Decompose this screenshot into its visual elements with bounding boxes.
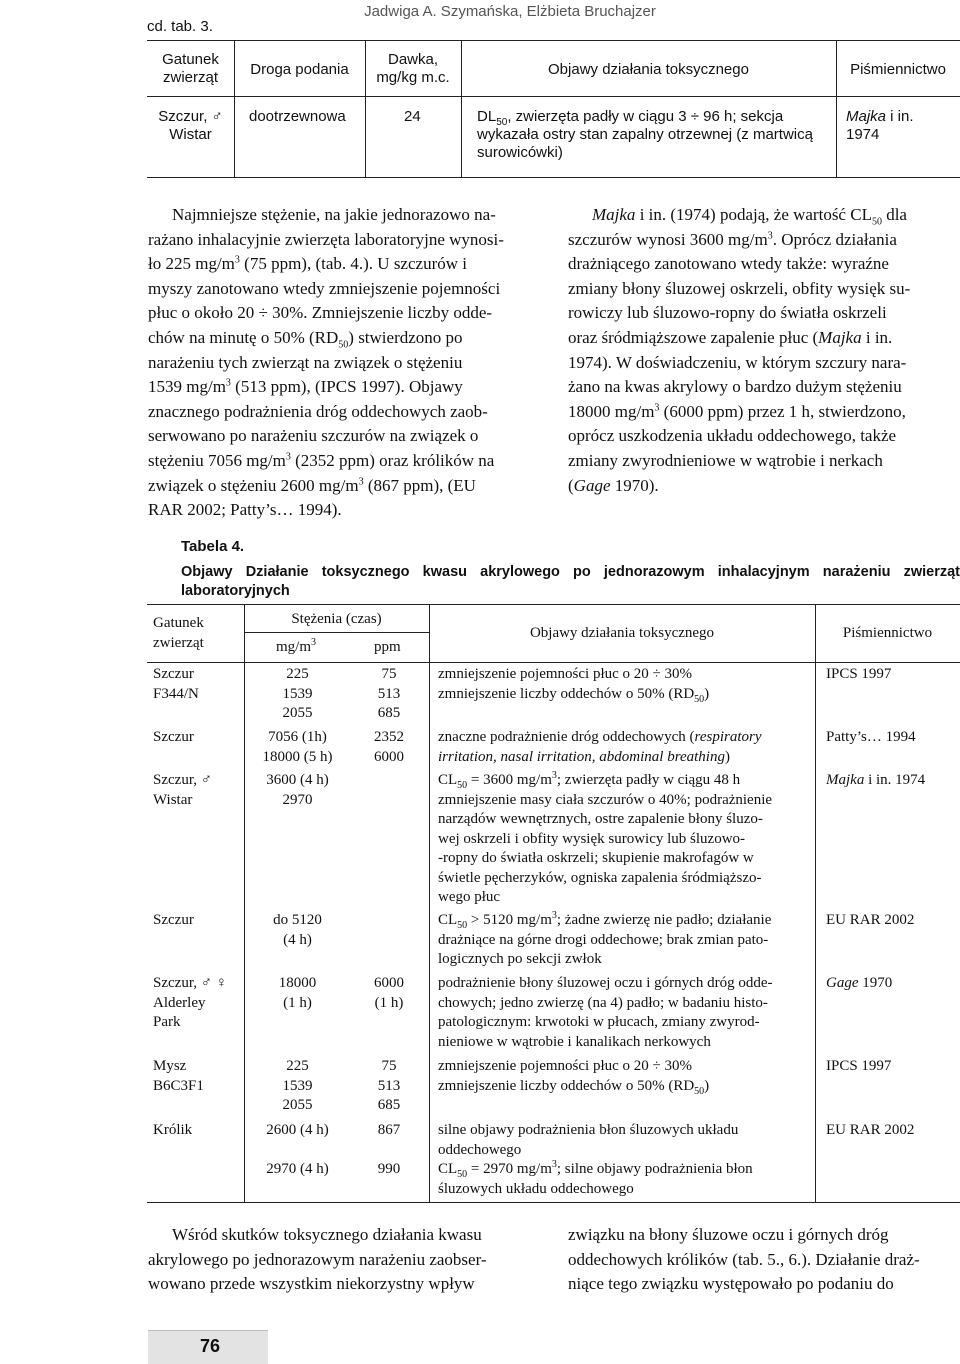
row-species: Szczur, ♂ Wistar xyxy=(153,772,212,808)
row-mg: 2600 (4 h) 2970 (4 h) xyxy=(266,1122,329,1177)
row-ppm: 75 513 685 xyxy=(377,666,401,721)
row-route: dootrzewnowa xyxy=(249,108,346,125)
row-mg: 225 1539 2055 xyxy=(282,1058,313,1113)
header-dose: Dawka, mg/kg m.c. xyxy=(376,51,450,86)
row-effects: $DL_{50}$, zwierzęta padły w ciągu 3 ÷ 96 h; sekcja wykazała ostry stan zapalny otrzewnej (z martwicą surowicówki) xyxy=(477,108,813,161)
row-species: Szczur F344/N xyxy=(153,666,199,702)
table-4-label: Tabela 4. xyxy=(181,538,245,555)
header-route: Droga podania xyxy=(250,61,349,78)
table-4-title: Objawy Działanie toksycznego kwasu akrylowego po jednorazowym inhalacyjnym narażeniu zwierząt laboratoryjnych xyxy=(181,564,960,599)
row-mg: 3600 (4 h) 2970 xyxy=(266,772,329,808)
row-mg: do 5120 (4 h) xyxy=(273,912,322,948)
row-effects: zmniejszenie pojemności płuc o 20 ÷ 30% zmniejszenie liczby oddechów o 50% $(RD_{50})$ xyxy=(438,666,710,705)
header-species: Gatunek zwierząt xyxy=(162,51,219,86)
row-effects: znaczne podrażnienie dróg oddechowych (respiratory irritation, nasal irritation, abdominal breathing) xyxy=(438,729,762,765)
row-species: Mysz B6C3F1 xyxy=(153,1058,204,1094)
header-references: Piśmiennictwo xyxy=(850,61,946,78)
row-reference: IPCS 1997 xyxy=(826,666,892,682)
row-reference: Patty’s… 1994 xyxy=(826,729,916,745)
row-ppm: 6000 (1 h) xyxy=(374,975,404,1011)
t4-header-species: Gatunek zwierząt xyxy=(153,615,204,651)
body-right-column: Majka i in. (1974) podają, że wartość $CL_{50}$ dla szczurów wynosi 3600 $mg/m^3$. Oprócz działania drażniącego zanotowano wtedy także: wyraźne zmiany błony śluzowej oskrzeli, obfity wysięk su- rowiczy lub śluzowo-ropny do światła oskrzeli oraz śródmiąższowe zapalenie płuc (Majka i in. 1974). W doświadczeniu, w którym szczury nara- żano na kwas akrylowy o bardzo dużym stężeniu 18000 $mg/m^3$ (6000 ppm) przez 1 h, stwierdzono, oprócz uszkodzenia układu oddechowego, także zmiany zwyrodnieniowe w wątrobie i nerkach (Gage 1970). xyxy=(568,205,911,495)
row-species: Szczur xyxy=(153,912,194,928)
t4-header-ppm: ppm xyxy=(374,639,401,655)
running-header-authors: Jadwiga A. Szymańska, Elżbieta Bruchajzer xyxy=(364,3,656,20)
row-reference: EU RAR 2002 xyxy=(826,912,915,928)
row-effects: silne objawy podrażnienia błon śluzowych układu oddechowego $CL_{50} = 2970$ $mg/m^3$; silne objawy podrażnienia błon śluzowych układu oddechowego xyxy=(438,1122,753,1197)
table-continuation-label: cd. tab. 3. xyxy=(147,18,213,35)
body-left-column: Najmniejsze stężenie, na jakie jednorazowo na- rażano inhalacyjnie zwierzęta laboratoryjne wynosi- ło 225 $mg/m^3$ (75 ppm), (tab. 4.). U szczurów i myszy zanotowano wtedy zmniejszenie pojemności płuc o około 20 ÷ 30%. Zmniejszenie liczby odde- chów na minutę o 50% $(RD_{50})$ stwierdzono po narażeniu tych zwierząt na związek o stężeniu 1539 $mg/m^3$ (513 ppm), (IPCS 1997). Objawy znacznego podrażnienia dróg oddechowych zaob- serwowano po narażeniu szczurów na związek o stężeniu 7056 $mg/m^3$ (2352 ppm) oraz królików na związek o stężeniu 2600 $mg/m^3$ (867 ppm), (EU RAR 2002; Patty’s… 1994). xyxy=(148,205,504,520)
row-reference: Majka i in. 1974 xyxy=(826,772,926,788)
t4-header-effects: Objawy działania toksycznego xyxy=(529,625,715,641)
row-mg: 18000 (1 h) xyxy=(278,975,317,1011)
page-number: 76 xyxy=(199,1336,221,1356)
bottom-right-paragraph: związku na błony śluzowe oczu i górnych dróg oddechowych królików (tab. 5., 6.). Działanie draż- niące tego związku występowało po podaniu do xyxy=(568,1225,920,1294)
t4-header-concentrations: Stężenia (czas) xyxy=(291,611,382,627)
t4-header-mgm3: $mg/m^3$ xyxy=(276,637,317,655)
row-ppm: 75 513 685 xyxy=(377,1058,401,1113)
row-effects: zmniejszenie pojemności płuc o 20 ÷ 30% zmniejszenie liczby oddechów o 50% $(RD_{50})$ xyxy=(438,1058,710,1097)
header-effects: Objawy działania toksycznego xyxy=(548,61,749,78)
row-mg: 225 1539 2055 xyxy=(282,666,313,721)
row-species: Szczur, ♂ Wistar xyxy=(158,108,223,143)
row-effects: $CL_{50} > 5120$ $mg/m^3$; żadne zwierzę nie padło; działanie drażniące na górne drogi oddechowe; brak zmian pato- logicznych po sekcji zwłok xyxy=(438,910,772,967)
row-ppm: 2352 6000 xyxy=(374,729,404,765)
row-effects: $CL_{50} = 3600$ $mg/m^3$; zwierzęta padły w ciągu 48 h zmniejszenie masy ciała szczurów o 40%; podrażnienie narządów wewnętrznych, ostre zapalenie błony śluzo- wej oskrzeli i obfity wysięk surowicy lub śluzowo- -ropny do światła oskrzeli; skupienie makrofagów w świetle pęcherzyków, ogniska zapalenia śródmiąższo- wego płuc xyxy=(438,770,773,905)
t4-header-references: Piśmiennictwo xyxy=(842,625,933,641)
row-effects: podrażnienie błony śluzowej oczu i górnych dróg odde- chowych; jedno zwierzę (na 4) padło; w badaniu histo- patologicznym: krwotoki w płucach, zmiany zwyrod- nieniowe w wątrobie i kanalikach nerkowych xyxy=(438,975,773,1050)
row-mg: 7056 (1h) 18000 (5 h) xyxy=(262,729,333,765)
row-species: Królik xyxy=(153,1122,193,1138)
row-reference: Gage 1970 xyxy=(826,975,893,991)
row-reference: IPCS 1997 xyxy=(826,1058,892,1074)
row-species: Szczur xyxy=(153,729,194,745)
bottom-left-paragraph: Wśród skutków toksycznego działania kwasu akrylowego po jednorazowym narażeniu zaobser- wowano przede wszystkim niekorzystny wpływ xyxy=(148,1225,487,1294)
row-reference: EU RAR 2002 xyxy=(826,1122,915,1138)
row-ppm: 867 990 xyxy=(377,1122,401,1177)
row-dose: 24 xyxy=(404,108,421,125)
row-species: Szczur, ♂ ♀ Alderley Park xyxy=(153,975,227,1030)
row-reference: Majka i in. 1974 xyxy=(846,108,914,143)
